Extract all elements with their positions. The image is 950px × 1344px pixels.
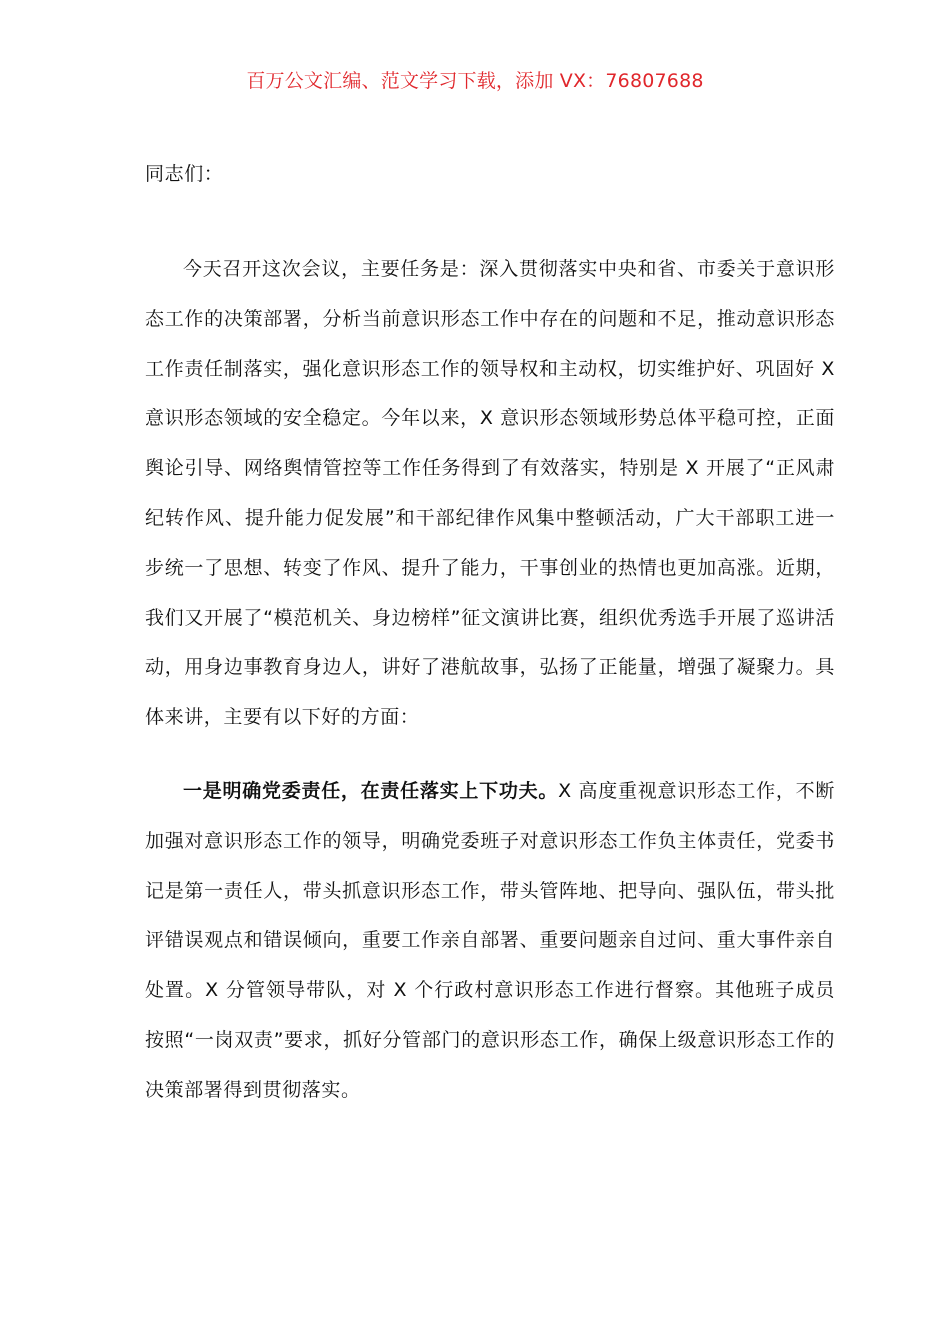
salutation: 同志们： — [145, 163, 224, 185]
paragraph-intro: 今天召开这次会议，主要任务是：深入贯彻落实中央和省、市委关于意识形态工作的决策部署，分析当前意识形态工作中存在的问题和不足，推动意识形态工作责任制落实，强化意识形态工作的领导权和主动权，切实维护好、巩固好 X 意识形态领域的安全稳定。今年以来，X 意识形态领域形势总体平稳可控，正面舆论引导、网络舆情管控等工作任务得到了有效落实，特别是 X 开展了“正风肃纪转作风、提升能力促发展”和干部纪律作风集中整顿活动，广大干部职工进一步统一了思想、转变了作风、提升了能力，干事创业的热情也更加高涨。近期，我们又开展了“模范机关、身边榜样”征文演讲比赛，组织优秀选手开展了巡讲活动，用身边事教育身边人，讲好了港航故事，弘扬了正能量，增强了凝聚力。具体来讲，主要有以下好的方面： — [145, 258, 835, 729]
paragraph-body-text: X 高度重视意识形态工作，不断加强对意识形态工作的领导，明确党委班子对意识形态工作负主体责任，党委书记是第一责任人，带头抓意识形态工作，带头管阵地、把导向、强队伍，带头批评错误观点和错误倾向，重要工作亲自部署、重要问题亲自过问、重大事件亲自处置。X 分管领导带队，对 X 个行政村意识形态工作进行督察。其他班子成员按照“一岗双责”要求，抓好分管部门的意识形态工作，确保上级意识形态工作的决策部署得到贯彻落实。 — [145, 780, 835, 1101]
paragraph-lead-heading: 一是明确党委责任，在责任落实上下功夫。 — [183, 780, 559, 802]
header-banner: 百万公文汇编、范文学习下载，添加 VX：76807688 — [246, 70, 704, 92]
paragraph-party-responsibility — [145, 767, 835, 1116]
